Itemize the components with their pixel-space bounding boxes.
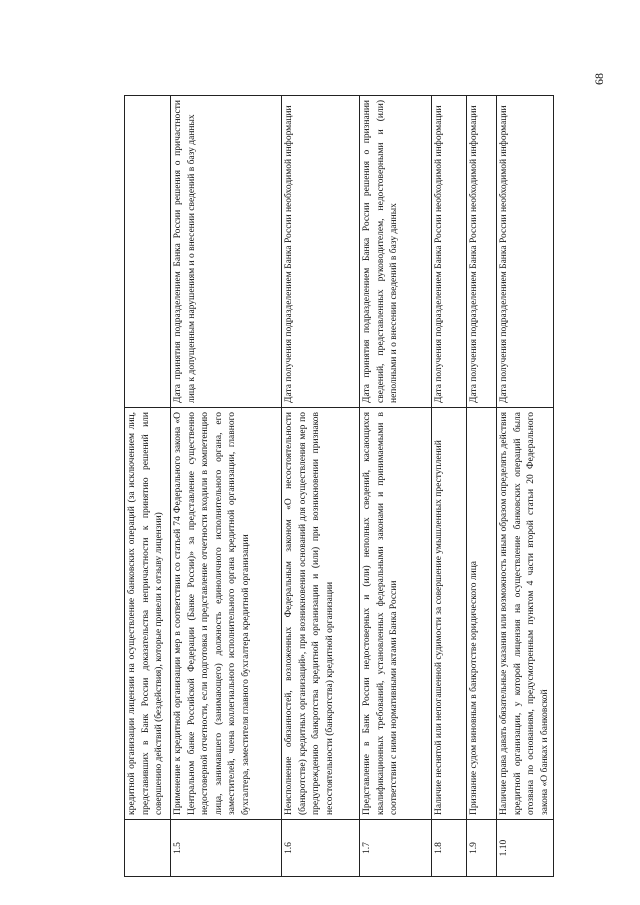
criteria-table xyxy=(124,95,554,877)
rotated-page xyxy=(124,96,550,877)
row-number: 1.6 xyxy=(282,820,360,877)
row-number: 1.9 xyxy=(467,820,497,877)
table-row xyxy=(171,96,282,877)
row-number: 1.8 xyxy=(432,820,467,877)
row-number xyxy=(125,820,171,877)
table-row xyxy=(432,96,467,877)
basis-cell: Дата получения подразделением Банка России необходимой информации xyxy=(282,96,360,408)
basis-cell: Дата принятия подразделением Банка России решения о признании сведений, представленных руководителем, недостоверными и (или) неполными и о внесении сведений в базу данных xyxy=(360,96,432,408)
basis-cell: Дата получения подразделением Банка России необходимой информации xyxy=(432,96,467,408)
row-number: 1.7 xyxy=(360,820,432,877)
condition-cell: кредитной организации лицензии на осуществление банковских операций (за исключением лиц, представивших в Банк России доказательства непричастности к принятию решений или совершению действий (бездействия), которые привели к отзыву лицензии) xyxy=(125,408,171,820)
table-row xyxy=(360,96,432,877)
condition-cell: Наличие неснятой или непогашенной судимости за совершение умышленных преступлений xyxy=(432,408,467,820)
page-number: 68 xyxy=(592,73,606,85)
row-number: 1.5 xyxy=(171,820,282,877)
condition-cell: Неисполнение обязанностей, возложенных Федеральным законом «О несостоятельности (банкротстве) кредитных организаций», при возникновении оснований для осуществления мер по предупреждению банкротства кредитной организации и (или) при возникновении признаков несостоятельности (банкротства) кредитной организации xyxy=(282,408,360,820)
table-row xyxy=(497,96,554,877)
basis-cell: Дата принятия подразделением Банка России решения о причастности лица к допущенным нарушениям и о внесении сведений в базу данных xyxy=(171,96,282,408)
condition-cell: Признание судом виновным в банкротстве юридического лица xyxy=(467,408,497,820)
condition-cell: Представление в Банк России недостоверных и (или) неполных сведений, касающихся квалификационных требований, установленных федеральными законами и принимаемыми в соответствии с ними нормативными актами Банка России xyxy=(360,408,432,820)
table-row xyxy=(467,96,497,877)
basis-cell: Дата получения подразделением Банка России необходимой информации xyxy=(467,96,497,408)
table-row xyxy=(125,96,171,877)
condition-cell: Наличие права давать обязательные указания или возможность иным образом определять действия кредитной организации, у которой лицензия на осуществление банковских операций была отозвана по основаниям, предусмотренным пунктом 4 части второй статьи 20 Федерального закона «О банках и банковской xyxy=(497,408,554,820)
row-number: 1.10 xyxy=(497,820,554,877)
basis-cell: Дата получения подразделением Банка России необходимой информации xyxy=(497,96,554,408)
basis-cell xyxy=(125,96,171,408)
condition-cell: Применение к кредитной организации мер в соответствии со статьей 74 Федерального закона «О Центральном банке Российской Федерации (Банке России)» за представление существенно недостоверной отчетности, если подготовка и представление отчетности входили в компетенцию лица, занимавшего (занимающего) должность единоличного исполнительного органа, его заместителей, члена коллегиального исполнительного органа кредитной организации, главного бухгалтера, заместителя главного бухгалтера кредитной организации xyxy=(171,408,282,820)
table-row xyxy=(282,96,360,877)
